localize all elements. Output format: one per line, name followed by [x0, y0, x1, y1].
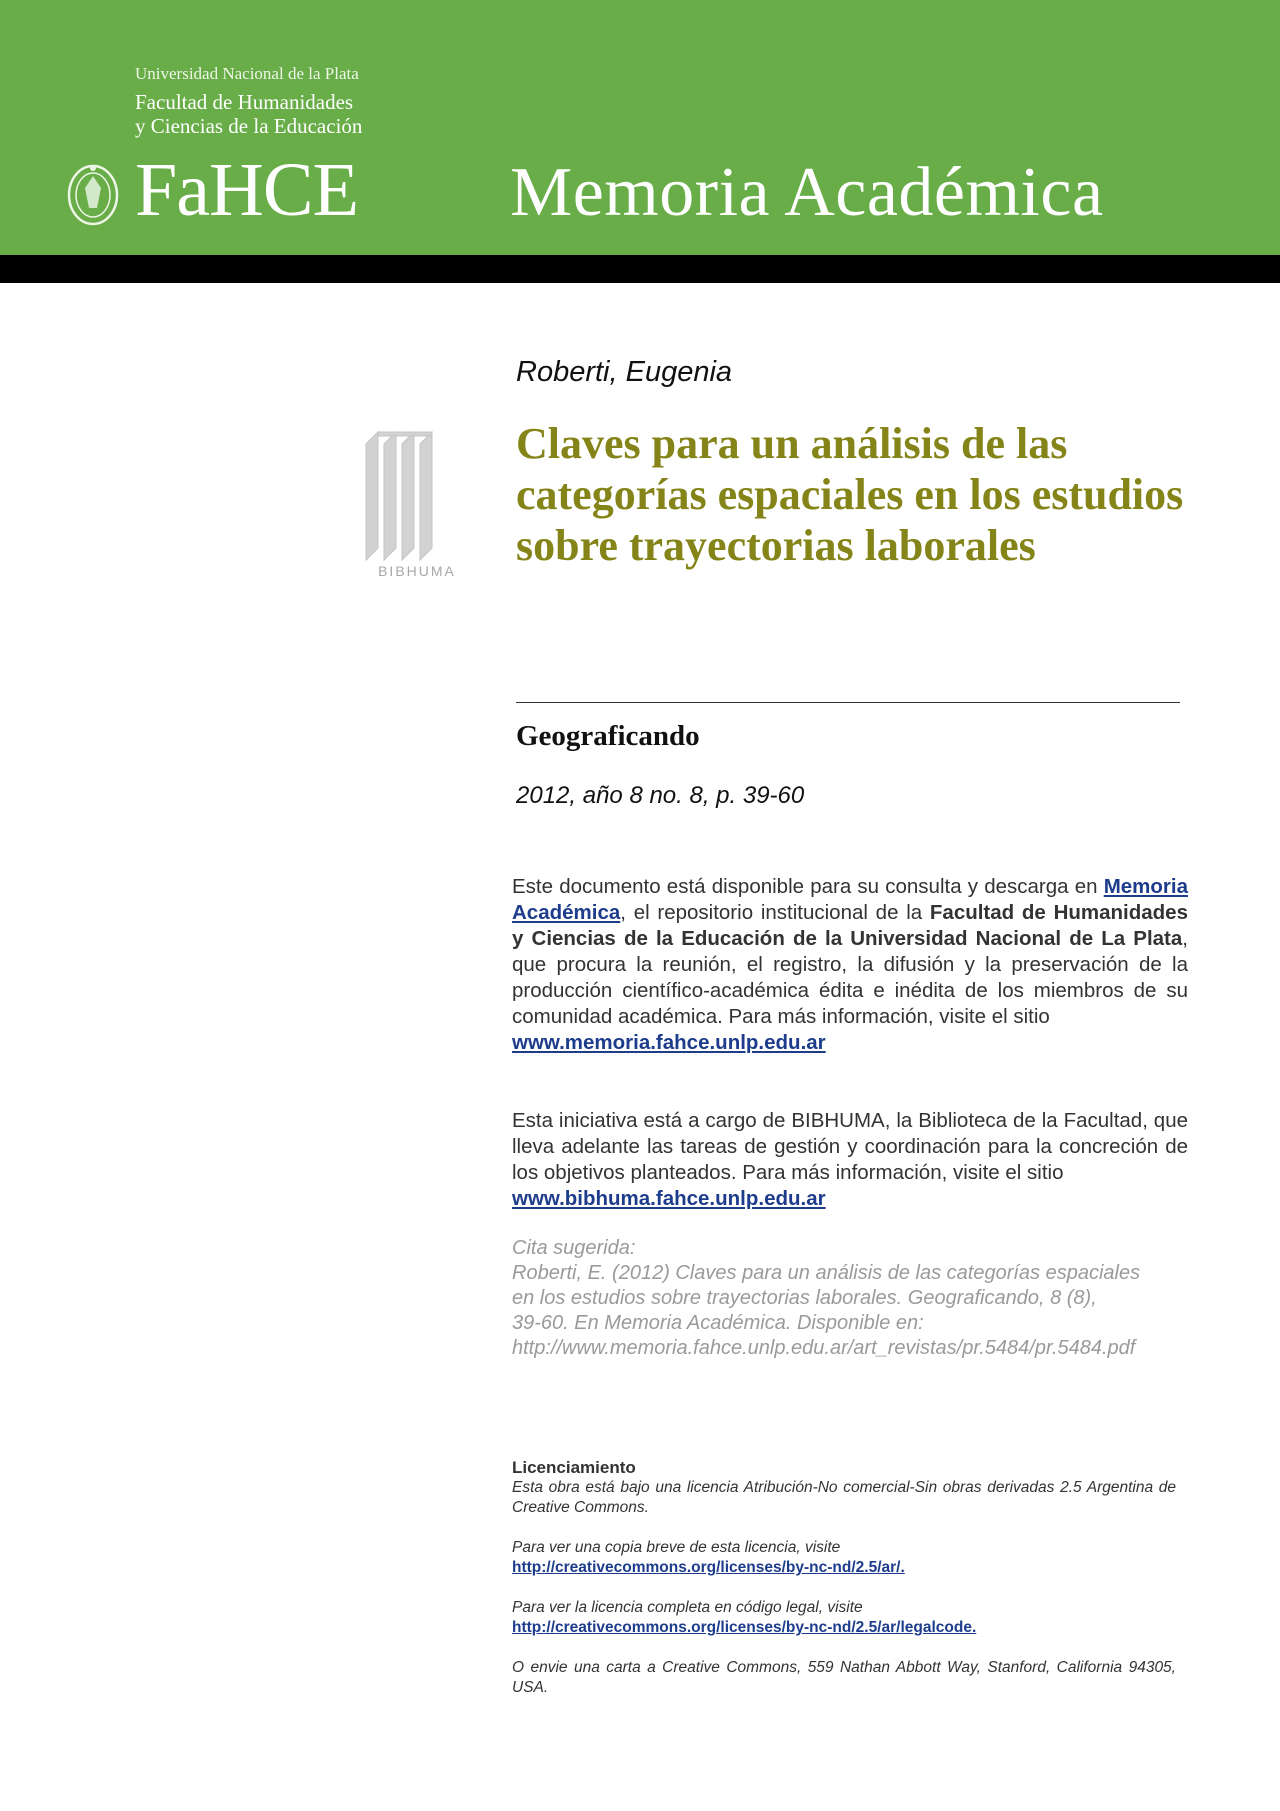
citation-line: en los estudios sobre trayectorias laborales. Geograficando, 8 (8),	[512, 1287, 1097, 1309]
citation-url: http://www.memoria.fahce.unlp.edu.ar/art_revistas/pr.5484/pr.5484.pdf	[512, 1337, 1136, 1359]
license-text: Esta obra está bajo una licencia Atribución-No comercial-Sin obras derivadas 2.5 Argentina de Creative Commons.	[512, 1479, 1176, 1516]
initiative-text: Esta iniciativa está a cargo de BIBHUMA, la Biblioteca de la Facultad, que lleva adelante las tareas de gestión y coordinación para la concreción de los objetivos planteados. Para más información, visite el sitio	[512, 1109, 1188, 1184]
initiative-paragraph	[512, 1108, 1188, 1212]
license-title: Licenciamiento	[512, 1458, 636, 1477]
availability-paragraph	[512, 874, 1188, 1056]
faculty-name-line2: y Ciencias de la Educación	[135, 114, 363, 138]
license-short-link[interactable]: http://creativecommons.org/licenses/by-nc-nd/2.5/ar/.	[512, 1559, 905, 1576]
author: Roberti, Eugenia	[516, 356, 733, 388]
seal-icon	[64, 158, 122, 228]
fahce-logo-text: FaHCE	[135, 148, 358, 232]
availability-intro: Este documento está disponible para su consulta y descarga en	[512, 875, 1104, 898]
bibhuma-logo-text: BIBHUMA	[378, 563, 456, 579]
availability-rest: , que procura la reunión, el registro, la difusión y la preservación de la producción científico-académica édita e inédita de los miembros de su comunidad académica. Para más información, visite el sitio	[512, 927, 1188, 1028]
header-banner	[0, 0, 1280, 255]
license-mail-text: O envie una carta a Creative Commons, 559 Nathan Abbott Way, Stanford, California 94305, USA.	[512, 1659, 1176, 1696]
article-title: Claves para un análisis de las categorías espaciales en los estudios sobre trayectorias laborales	[516, 419, 1184, 570]
license-short-label: Para ver una copia breve de esta licencia, visite	[512, 1539, 841, 1556]
memoria-academica-link[interactable]: Memoria Académica	[512, 875, 1188, 924]
bibhuma-logo	[360, 428, 474, 583]
journal-name: Geograficando	[516, 720, 700, 752]
license-full-label: Para ver la licencia completa en código legal, visite	[512, 1599, 863, 1616]
divider-rule	[516, 702, 1180, 703]
institution-name: Facultad de Humanidades y Ciencias de la Educación de la Universidad Nacional de La Plata	[512, 901, 1188, 950]
header-divider-bar	[0, 255, 1280, 283]
publication-info: 2012, año 8 no. 8, p. 39-60	[516, 782, 805, 809]
bibhuma-site-link[interactable]: www.bibhuma.fahce.unlp.edu.ar	[512, 1187, 826, 1210]
license-full-link[interactable]: http://creativecommons.org/licenses/by-nc-nd/2.5/ar/legalcode.	[512, 1619, 977, 1636]
university-name: Universidad Nacional de la Plata	[135, 64, 359, 83]
citation-label: Cita sugerida:	[512, 1237, 636, 1259]
citation-line: Roberti, E. (2012) Claves para un análisis de las categorías espaciales	[512, 1262, 1141, 1284]
license-section	[512, 1458, 1176, 1698]
availability-mid: , el repositorio institucional de la	[620, 901, 930, 924]
memoria-site-link[interactable]: www.memoria.fahce.unlp.edu.ar	[512, 1031, 826, 1054]
citation-line: 39-60. En Memoria Académica. Disponible en:	[512, 1312, 924, 1334]
suggested-citation	[512, 1236, 1202, 1361]
faculty-name-line1: Facultad de Humanidades	[135, 90, 354, 114]
repository-title: Memoria Académica	[510, 154, 1104, 231]
